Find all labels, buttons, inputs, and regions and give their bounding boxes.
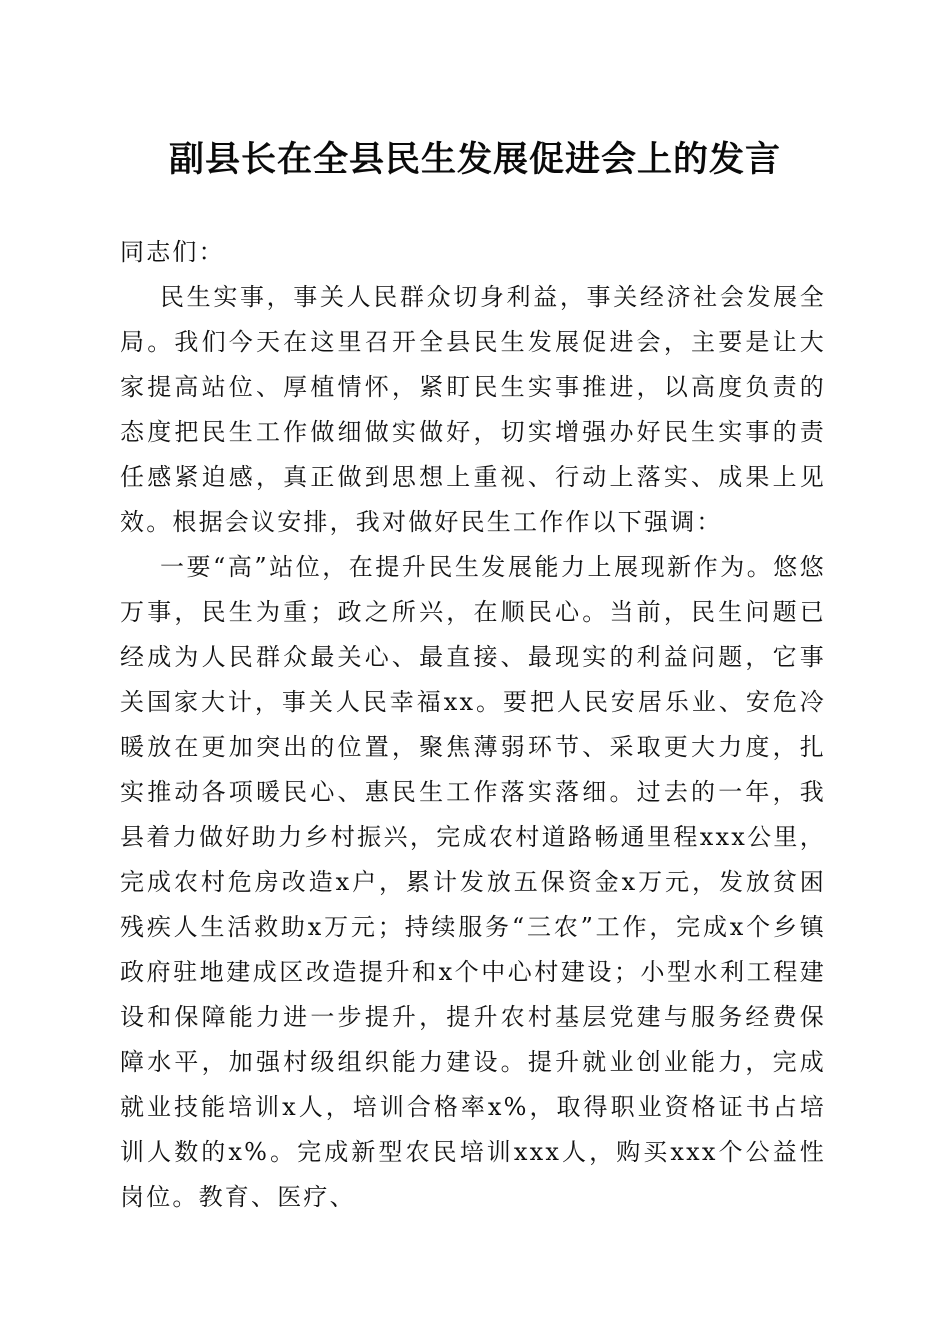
paragraph-intro: 民生实事，事关人民群众切身利益，事关经济社会发展全局。我们今天在这里召开全县民生发展促进会，主要是让大家提高站位、厚植情怀，紧盯民生实事推进，以高度负责的态度把民生工作做细做实做好，切实增强办好民生实事的责任感紧迫感，真正做到思想上重视、行动上落实、成果上见效。根据会议安排，我对做好民生工作作以下强调： [120, 283, 826, 536]
paragraph-point-one: 一要“高”站位，在提升民生发展能力上展现新作为。悠悠万事，民生为重；政之所兴，在顺民心。当前，民生问题已经成为人民群众最关心、最直接、最现实的利益问题，它事关国家大计，事关人民幸福xx。要把人民安居乐业、安危冷暖放在更加突出的位置，聚焦薄弱环节、采取更大力度，扎实推动各项暖民心、惠民生工作落实落细。过去的一年，我县着力做好助力乡村振兴，完成农村道路畅通里程xxx公里，完成农村危房改造x户，累计发放五保资金x万元，发放贫困残疾人生活救助x万元；持续服务“三农”工作，完成x个乡镇政府驻地建成区改造提升和x个中心村建设；小型水利工程建设和保障能力进一步提升，提升农村基层党建与服务经费保障水平，加强村级组织能力建设。提升就业创业能力，完成就业技能培训x人，培训合格率x%，取得职业资格证书占培训人数的x%。完成新型农民培训xxx人，购买xxx个公益性岗位。教育、医疗、 [120, 553, 826, 1211]
salutation: 同志们： [120, 238, 225, 266]
document-body [120, 230, 826, 1220]
document-title: 副县长在全县民生发展促进会上的发言 [168, 139, 781, 180]
